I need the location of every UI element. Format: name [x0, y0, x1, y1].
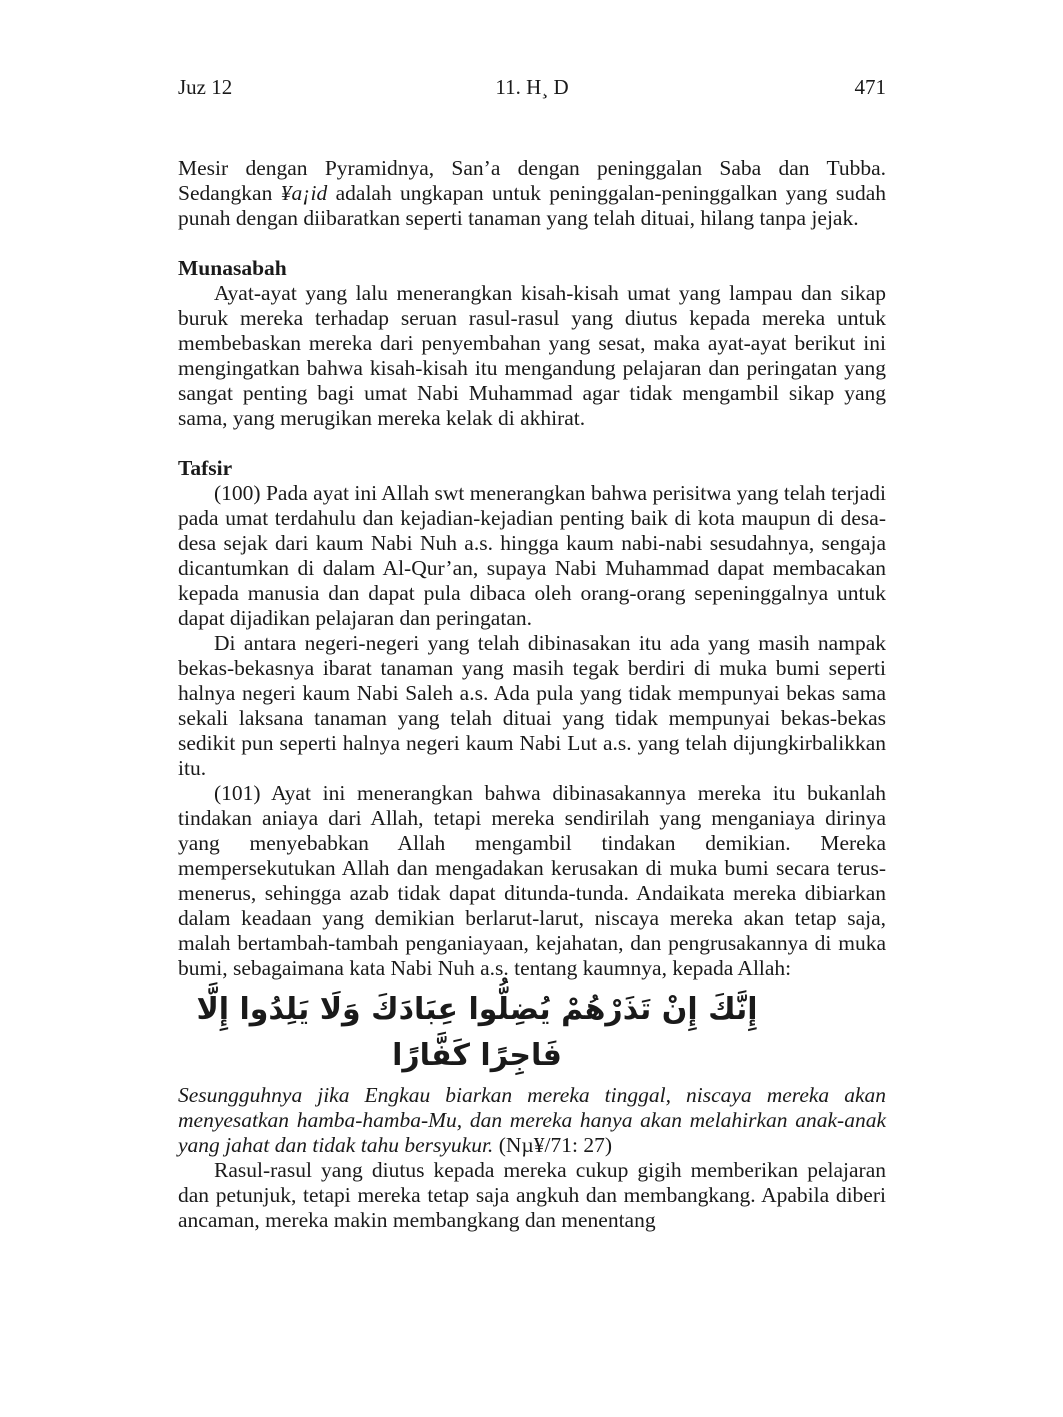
- juz-label: Juz 12: [178, 75, 233, 99]
- page-header: [178, 72, 886, 102]
- document-page: [178, 72, 886, 1233]
- page-number: 471: [854, 75, 886, 99]
- intro-text-start: Mesir dengan Pyramidnya, San’a dengan peninggalan Saba dan Tubba. Sedangkan: [178, 156, 886, 205]
- munasabah-paragraph: Ayat-ayat yang lalu menerangkan kisah-kisah umat yang lampau dan sikap buruk mereka terhadap seruan rasul-rasul yang diutus kepada mereka untuk membebaskan mereka dari penyembahan yang sesat, maka ayat-ayat berikut ini mengingatkan bahwa kisah-kisah itu mengandung pelajaran dan peringatan yang sangat penting bagi umat Nabi Muhammad agar tidak mengambil sikap yang sama, yang merugikan mereka kelak di akhirat.: [178, 281, 886, 430]
- tafsir-paragraph-negeri: Di antara negeri-negeri yang telah dibinasakan itu ada yang masih nampak bekas-bekasnya ibarat tanaman yang masih tegak berdiri di muka bumi seperti halnya negeri kaum Nabi Saleh a.s. Ada pula yang tidak mempunyai bekas sama sekali laksana tanaman yang telah dituai yang tidak mempunyai bekas-bekas sedikit pun seperti halnya negeri kaum Nabi Lut a.s. yang telah dijungkirbalikkan itu.: [178, 631, 886, 780]
- verse-reference: (Nµ¥/71: 27): [493, 1133, 612, 1157]
- intro-paragraph: [178, 156, 886, 231]
- rasul-paragraph: Rasul-rasul yang diutus kepada mereka cukup gigih memberikan pelajaran dan petunjuk, tetapi mereka tetap saja angkuh dan membangkang. Apabila diberi ancaman, mereka makin membangkang dan menentang: [178, 1158, 886, 1232]
- tafsir-heading: Tafsir: [178, 456, 233, 480]
- intro-text-end: adalah ungkapan untuk peninggalan-peninggalkan yang sudah punah dengan diibaratkan seperti tanaman yang telah dituai, hilang tanpa jejak.: [178, 181, 886, 230]
- arabic-verse: إِنَّكَ إِنْ تَذَرْهُمْ يُضِلُّوا عِبَادَكَ وَلَا يَلِدُوا إِلَّا فَاجِرًا كَفَّارًا: [196, 992, 758, 1073]
- intro-term: ¥a¡id: [280, 181, 328, 205]
- munasabah-heading: Munasabah: [178, 256, 287, 280]
- page-body: [178, 156, 886, 1233]
- surah-title: 11. H¸ D: [495, 75, 569, 99]
- translation-text: Sesungguhnya jika Engkau biarkan mereka tinggal, niscaya mereka akan menyesatkan hamba-hamba-Mu, dan mereka hanya akan melahirkan anak-anak yang jahat dan tidak tahu bersyukur.: [178, 1083, 886, 1157]
- verse-translation: [178, 1083, 886, 1158]
- tafsir-paragraph-101: (101) Ayat ini menerangkan bahwa dibinasakannya mereka itu bukanlah tindakan aniaya dari Allah, tetapi mereka sendirilah yang menganiaya dirinya yang menyebabkan Allah mengambil tindakan demikian. Mereka mempersekutukan Allah dan mengadakan kerusakan di muka bumi secara terus-menerus, sehingga azab tidak dapat ditunda-tunda. Andaikata mereka dibiarkan dalam keadaan yang demikian berlarut-larut, niscaya mereka akan tetap saja, malah bertambah-tambah penganiayaan, kejahatan, dan pengrusakannya di muka bumi, sebagaimana kata Nabi Nuh a.s. tentang kaumnya, kepada Allah:: [178, 781, 886, 980]
- tafsir-paragraph-100: (100) Pada ayat ini Allah swt menerangkan bahwa perisitwa yang telah terjadi pada umat terdahulu dan kejadian-kejadian penting baik di kota maupun di desa-desa sejak dari kaum Nabi Nuh a.s. hingga kaum nabi-nabi sesudahnya, sengaja dicantumkan di dalam Al-Qur’an, supaya Nabi Muhammad dapat membacakan kepada manusia dan dapat pula dibaca oleh orang-orang sepeninggalnya untuk dapat dijadikan pelajaran dan peringatan.: [178, 481, 886, 630]
